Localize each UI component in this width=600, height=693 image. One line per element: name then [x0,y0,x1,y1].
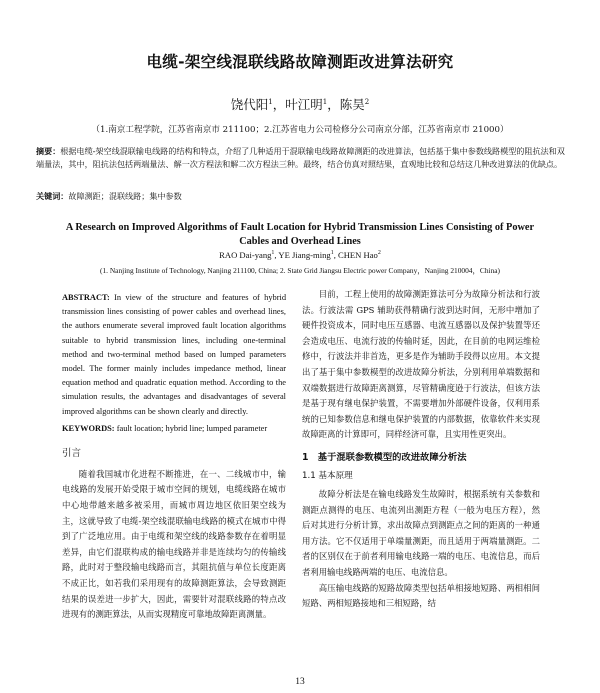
author-affil-mark: 2 [377,250,381,257]
intro-paragraph-continued: 目前，工程上使用的故障测距算法可分为故障分析法和行波法。行波法需 GPS 辅助获得精确行波到达时间，无形中增加了硬件投资成本，同时电压互感器、电流互感器以及保护装置等还会造成电压、电流行波的传输时延，因此，在目前的电网运维检修中，行波法并非首选，更多是作为辅助手段得以应用。本文提出了基于集中参数模型的改进故障分析法，分别利用单端数据和双端数据进行故障距离测算，尽管精确度逊于行波法，但该方法是基于现有继电保护装置，不需要增加外部硬件设备，仅利用系统的已知参数信息和继电保护装置的内部数据，依靠软件来实现故障距离的计算即可，同样经济可靠，且实用性更突出。 [302,289,540,440]
right-column [302,287,540,612]
author-name-en: CHEN Hao [337,250,378,260]
author-name-en: RAO Dai-yang [219,250,272,260]
section-1-paragraph: 高压输电线路的短路故障类型包括单相接地短路、两相相间短路、两相短路接地和三相短路，结 [302,582,540,609]
keywords-cn [36,191,566,202]
page-number: 13 [295,677,305,687]
author-name-en: YE Jiang-ming [278,250,331,260]
paper-title-en: A Research on Improved Algorithms of Fault Location for Hybrid Transmission Lines Consisting of Power Cables and Overhead Lines [65,222,535,247]
abstract-en-text: In view of the structure and features of hybrid transmission lines consisting of power cables and overhead lines, the authors enumerate several improved fault location algorithms suitable to hybrid transmission lines, including one-terminal method and two-terminal method based on lumped parameters model. The former mainly includes impedance method, linear equation method and quadratic equation method. According to the simulation results, the advantages and disadvantages of several improved algorithms can be shown clearly and directly. [62,293,287,416]
author-affil-mark: 1 [268,97,273,106]
author-name: 饶代阳 [230,97,269,112]
abstract-cn [36,145,566,171]
abstract-en [62,291,286,419]
authors-en: RAO Dai-yang$^1$, YE Jiang-ming$^1$, CHEN Hao$^2$ [219,250,381,260]
paper-title: 电缆-架空线混联线路故障测距改进算法研究 [146,53,454,71]
abstract-cn-label: 摘要： [36,146,61,156]
author-separator: ， [327,97,340,112]
left-column [62,291,286,623]
author-separator: ， [272,97,286,112]
affiliation-en: (1. Nanjing Institute of Technology, Nanjing 211100, China; 2. State Grid Jiangsu Electric power Company，Nanjing 210004，China) [99,266,501,275]
keywords-en-text: fault location; hybrid line; lumped parameter [116,423,268,433]
keywords-cn-text: 故障测距；混联线路；集中参数 [68,191,182,201]
author-affil-mark: 1 [330,250,334,257]
section-heading-intro: 引言 [62,447,82,459]
author-affil-mark: 1 [271,250,275,257]
abstract-cn-text: 根据电缆-架空线混联输电线路的结构和特点，介绍了几种适用于混联输电线路故障测距的改进算法，包括基于集中参数线路模型的阻抗法和双端量法，其中，阻抗法包括两端量法、解一次方程法和解二次方程法三种。最终，结合仿真对照结果，直观地比较和总结这几种改进算法的优缺点。 [36,146,565,169]
authors-cn [0,95,600,113]
subsection-heading-1-1: 1.1 基本原理 [302,470,353,481]
keywords-cn-label: 关键词： [36,191,69,201]
keywords-en-label: KEYWORDS: [62,423,115,433]
intro-paragraph: 随着我国城市化进程不断推进，在一、二线城市中，输电线路的发展开始受限于城市空间的规划，电缆线路在城市中心地带越来越多被采用，而城市周边地区依旧架空线为主，这就导致了电缆-架空线混联输电线路的模式在城市中得到了广泛地应用。由于电缆和架空线的线路参数存在着明显差异，由它们混联构成的输电线路并非是连续均匀的传输线路，此时对于整段输电线路而言，其阻抗值与单位长度距离不成正比，如若我们采用现有的故障测距算法，会导致测距结果的误差进一步扩大，因此，需要针对混联线路的特点改进现有的测距算法，从而实现精度可靠地故障距离测量。 [62,468,286,620]
section-heading-1: 1 基于混联参数模型的改进故障分析法 [302,451,467,463]
section-1-paragraph: 故障分析法是在输电线路发生故障时，根据系统有关参数和测距点测得的电压、电流列出测距方程（一般为电压方程），然后对其进行分析计算，求出故障点到测距点之间的距离的一种通用方法。它不仅适用于单端量测距，而且适用于两端量测距。二者的区别仅在于前者利用输电线路一端的电压、电流信息，而后者利用输电线路两端的电压、电流信息。 [302,488,540,577]
affiliation-cn: （1.南京工程学院，江苏省南京市 211100；2.江苏省电力公司检修分公司南京分部，江苏省南京市 21000） [91,125,509,135]
keywords-en [62,422,286,436]
author-name: 叶江明 [285,97,323,112]
author-affil-mark: 2 [364,97,370,106]
author-name: 陈昊 [339,97,365,112]
author-affil-mark: 1 [322,97,328,106]
abstract-en-label: ABSTRACT: [62,293,110,302]
